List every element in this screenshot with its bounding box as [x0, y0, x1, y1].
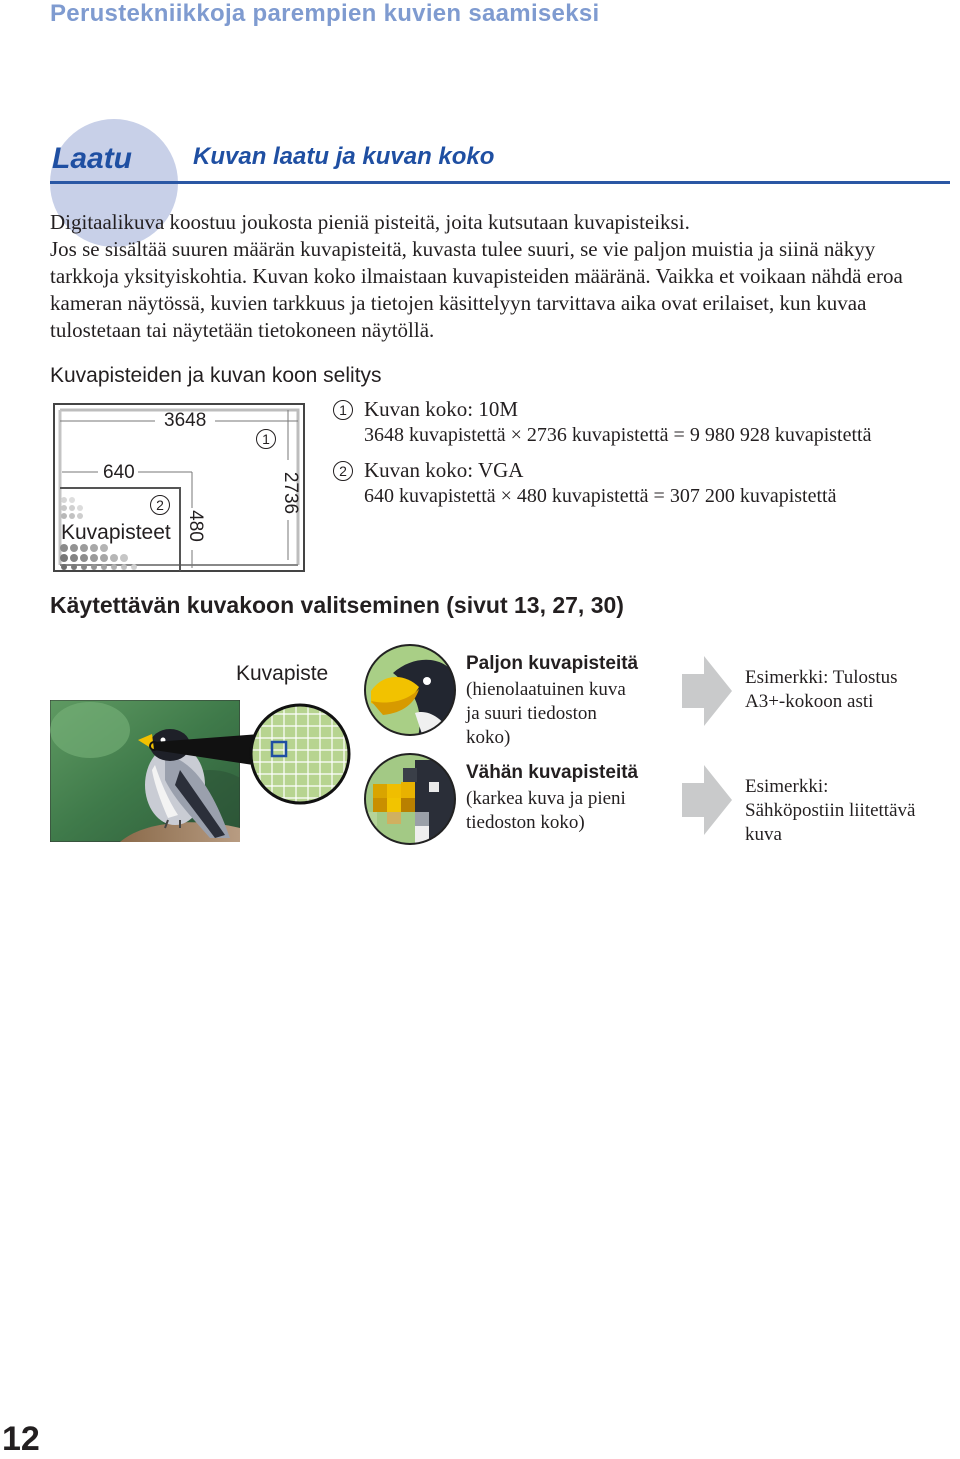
running-header: Perustekniikkoja parempien kuvien saamiseksi — [50, 0, 600, 27]
arrow-right-icon-1 — [682, 656, 732, 726]
diagram-title: Kuvapisteiden ja kuvan koon selitys — [50, 364, 382, 387]
low-resolution-detail — [363, 752, 457, 846]
page-number: 12 — [2, 1420, 40, 1458]
section-subtitle: Kuvan laatu ja kuvan koko — [193, 143, 495, 170]
width-small-label: 640 — [103, 462, 135, 483]
few-pixels-line-2: tiedoston koko) — [466, 812, 585, 833]
height-large-label: 2736 — [280, 471, 301, 515]
section-title: Laatu — [52, 142, 133, 175]
explanation-2-number: 2 — [333, 461, 353, 481]
example-many-line-2: A3+-kokoon asti — [745, 691, 874, 712]
many-pixels-line-1: (hienolaatuinen kuva — [466, 679, 626, 700]
explanation-2-title: Kuvan koko: VGA — [364, 458, 524, 482]
marker-2: 2 — [150, 495, 170, 515]
pixel-label: Kuvapiste — [236, 662, 329, 685]
example-many-line-1: Esimerkki: Tulostus — [745, 667, 898, 688]
width-large-label: 3648 — [164, 410, 207, 431]
height-small-label: 480 — [185, 510, 206, 542]
explanation-1-number: 1 — [333, 400, 353, 420]
marker-1: 1 — [256, 429, 276, 449]
many-pixels-line-3: koko) — [466, 727, 511, 748]
section-rule — [50, 181, 950, 184]
few-pixels-title: Vähän kuvapisteitä — [466, 762, 639, 783]
few-pixels-line-1: (karkea kuva ja pieni — [466, 788, 626, 809]
example-few-line-3: kuva — [745, 824, 782, 845]
example-few-line-1: Esimerkki: — [745, 776, 829, 797]
intro-paragraph-2: Jos se sisältää suuren määrän kuvapisteitä, kuvasta tulee suuri, se vie paljon muistia ja siinä näkyy tarkkoja yksityiskohtia. Kuvan koko ilmaistaan kuvapisteiden määränä. Vaikka et voikaan nähdä eroa kameran näytössä, kuvien tarkkuus ja tietojen käsittelyyn tarvittava aika ovat erilaiset, kun kuvaa tulostetaan tai näytetään tietokoneen näytöllä. — [50, 237, 903, 342]
pixel-grid-magnifier — [248, 702, 353, 807]
explanation-1-title: Kuvan koko: 10M — [364, 397, 518, 421]
many-pixels-title: Paljon kuvapisteitä — [466, 653, 639, 674]
many-pixels-line-2: ja suuri tiedoston — [466, 703, 597, 724]
explanation-2-formula: 640 kuvapistettä × 480 kuvapistettä = 307 200 kuvapistettä — [364, 485, 837, 507]
example-few-line-2: Sähköpostiin liitettävä — [745, 800, 916, 821]
high-resolution-detail — [363, 643, 457, 737]
arrow-right-icon-2 — [682, 765, 732, 835]
pixels-label: Kuvapisteet — [61, 521, 171, 544]
explanation-1-formula: 3648 kuvapistettä × 2736 kuvapistettä = 9 980 928 kuvapistettä — [364, 424, 872, 446]
intro-paragraph-1: Digitaalikuva koostuu joukosta pieniä pisteitä, joita kutsutaan kuvapisteiksi. — [50, 210, 690, 234]
intro-text — [50, 209, 940, 344]
selection-heading: Käytettävän kuvakoon valitseminen (sivut 13, 27, 30) — [50, 592, 624, 618]
